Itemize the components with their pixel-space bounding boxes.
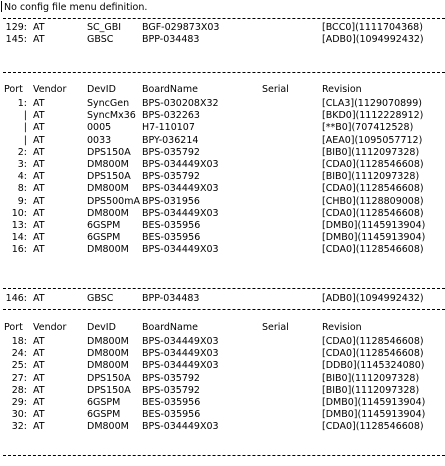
cell-vendor: AT bbox=[33, 134, 45, 146]
cell-port: 9: bbox=[17, 195, 27, 207]
cell-port: 24: bbox=[11, 348, 27, 360]
cell-boardname: BPS-034449X03 bbox=[142, 336, 219, 347]
cell-boardname: BES-035956 bbox=[142, 409, 201, 421]
cell-revision: [CLA3](1129070899) bbox=[322, 98, 422, 109]
column-header-port: Port bbox=[4, 322, 23, 333]
cell-revision: [CDA0](1128546608) bbox=[322, 421, 424, 433]
cell-revision: [**B0](707412528) bbox=[322, 122, 414, 134]
cell-port: 16: bbox=[11, 244, 27, 256]
column-header-vendor: Vendor bbox=[33, 322, 67, 333]
column-header-port: Port bbox=[4, 84, 23, 95]
cell-port: 25: bbox=[11, 360, 27, 372]
cell-revision: [CDA0](1128546608) bbox=[322, 336, 424, 347]
cell-devid: 6GSPM bbox=[87, 409, 121, 421]
table-row bbox=[0, 33, 445, 46]
cell-devid: DM800M bbox=[87, 360, 129, 372]
table-row bbox=[0, 243, 445, 256]
cell-boardname: BPS-034449X03 bbox=[142, 348, 219, 360]
cell-devid: SyncMx36 bbox=[87, 110, 136, 122]
cell-port: 10: bbox=[11, 207, 27, 219]
cell-boardname: BPS-034449X03 bbox=[142, 183, 219, 195]
cell-revision: [CDA0](1128546608) bbox=[322, 159, 424, 170]
cell-devid: 6GSPM bbox=[87, 397, 121, 408]
cell-port: 32: bbox=[11, 421, 27, 433]
column-header-boardname: BoardName bbox=[142, 84, 198, 95]
cell-port: 145: bbox=[5, 34, 27, 46]
table-header bbox=[0, 83, 445, 96]
cell-port: 8: bbox=[17, 183, 27, 195]
cell-devid: 6GSPM bbox=[87, 232, 121, 244]
table-row bbox=[0, 121, 445, 134]
table-row bbox=[0, 396, 445, 409]
cell-vendor: AT bbox=[33, 244, 45, 256]
cell-vendor: AT bbox=[33, 421, 45, 433]
table-row bbox=[0, 408, 445, 421]
cell-revision: [BIB0](1112097328) bbox=[322, 372, 420, 384]
cell-boardname: BPS-034449X03 bbox=[142, 207, 219, 219]
cell-port: 3: bbox=[17, 159, 27, 170]
column-header-revision: Revision bbox=[322, 84, 362, 95]
cell-vendor: AT bbox=[33, 207, 45, 219]
cell-port: 13: bbox=[11, 220, 27, 231]
cell-vendor: AT bbox=[33, 171, 45, 183]
cell-devid: DM800M bbox=[87, 336, 129, 347]
cell-revision: [BIB0](1112097328) bbox=[322, 384, 420, 396]
table-row bbox=[0, 146, 445, 159]
cell-revision: [CDA0](1128546608) bbox=[322, 244, 424, 256]
cell-boardname: BPP-034483 bbox=[142, 34, 200, 46]
cell-port: 28: bbox=[11, 384, 27, 396]
separator-line bbox=[3, 72, 445, 73]
cell-port: | bbox=[23, 110, 27, 122]
table-row bbox=[0, 21, 445, 34]
cell-boardname: BES-035956 bbox=[142, 220, 201, 231]
cell-devid: DM800M bbox=[87, 207, 129, 219]
cell-boardname: BPS-035792 bbox=[142, 146, 200, 158]
table-row bbox=[0, 182, 445, 195]
cell-devid: GBSC bbox=[87, 293, 114, 304]
cell-revision: [DMB0](1145913904) bbox=[322, 397, 426, 408]
table-row bbox=[0, 372, 445, 385]
cell-boardname: BES-035956 bbox=[142, 232, 201, 244]
cell-devid: 0005 bbox=[87, 122, 112, 134]
cell-revision: [BIB0](1112097328) bbox=[322, 171, 420, 183]
cell-vendor: AT bbox=[33, 336, 45, 347]
cell-revision: [AEA0](1095057712) bbox=[322, 134, 423, 146]
cell-boardname: BPS-034449X03 bbox=[142, 159, 219, 170]
table-row bbox=[0, 219, 445, 232]
cell-boardname: BPY-036214 bbox=[142, 134, 199, 146]
cell-revision: [CDA0](1128546608) bbox=[322, 183, 424, 195]
cell-vendor: AT bbox=[33, 348, 45, 360]
column-header-vendor: Vendor bbox=[33, 84, 67, 95]
cell-devid: DPS150A bbox=[87, 171, 131, 183]
cell-vendor: AT bbox=[33, 110, 45, 122]
cell-boardname: BPP-034483 bbox=[142, 293, 200, 304]
cell-boardname: BGF-029873X03 bbox=[142, 22, 220, 33]
cell-port: 30: bbox=[11, 409, 27, 421]
cell-boardname: BPS-035792 bbox=[142, 372, 200, 384]
cell-port: 2: bbox=[17, 146, 27, 158]
table-row bbox=[0, 97, 445, 110]
cell-devid: DPS150A bbox=[87, 372, 131, 384]
cell-revision: [DMB0](1145913904) bbox=[322, 220, 426, 231]
cell-port: 1: bbox=[17, 98, 27, 109]
column-header-serial: Serial bbox=[262, 84, 289, 95]
cell-vendor: AT bbox=[33, 22, 45, 33]
cell-devid: DPS150A bbox=[87, 384, 131, 396]
cell-revision: [BCC0](1111704368) bbox=[322, 22, 423, 33]
column-header-devid: DevID bbox=[87, 84, 116, 95]
cell-revision: [ADB0](1094992432) bbox=[322, 34, 424, 46]
cell-port: 27: bbox=[11, 372, 27, 384]
cell-devid: 0033 bbox=[87, 134, 112, 146]
cell-vendor: AT bbox=[33, 293, 45, 304]
column-header-devid: DevID bbox=[87, 322, 116, 333]
table-row bbox=[0, 335, 445, 348]
column-header-serial: Serial bbox=[262, 322, 289, 333]
table-row bbox=[0, 134, 445, 147]
cell-devid: DM800M bbox=[87, 348, 129, 360]
cell-revision: [DMB0](1145913904) bbox=[322, 409, 426, 421]
cell-vendor: AT bbox=[33, 122, 45, 134]
table-row bbox=[0, 384, 445, 397]
cell-vendor: AT bbox=[33, 98, 45, 109]
cell-vendor: AT bbox=[33, 159, 45, 170]
cell-devid: DM800M bbox=[87, 421, 129, 433]
cell-revision: [CDA0](1128546608) bbox=[322, 207, 424, 219]
cell-port: 146: bbox=[5, 293, 27, 304]
cell-boardname: BPS-032263 bbox=[142, 110, 200, 122]
cell-devid: 6GSPM bbox=[87, 220, 121, 231]
table-row bbox=[0, 420, 445, 433]
cell-port: 29: bbox=[11, 397, 27, 408]
separator-line bbox=[3, 288, 445, 289]
column-header-boardname: BoardName bbox=[142, 322, 198, 333]
table-row bbox=[0, 207, 445, 220]
cell-revision: [DDB0](1145324080) bbox=[322, 360, 425, 372]
cell-boardname: BPS-035792 bbox=[142, 384, 200, 396]
cell-vendor: AT bbox=[33, 409, 45, 421]
cell-devid: DM800M bbox=[87, 244, 129, 256]
cell-devid: DPS500mA bbox=[87, 195, 140, 207]
column-header-revision: Revision bbox=[322, 322, 362, 333]
table-row bbox=[0, 231, 445, 244]
cell-vendor: AT bbox=[33, 195, 45, 207]
cell-boardname: BPS-035792 bbox=[142, 171, 200, 183]
cell-vendor: AT bbox=[33, 220, 45, 231]
cell-vendor: AT bbox=[33, 397, 45, 408]
cell-vendor: AT bbox=[33, 232, 45, 244]
cell-port: | bbox=[23, 122, 27, 134]
cell-port: 14: bbox=[11, 232, 27, 244]
cell-port: 4: bbox=[17, 171, 27, 183]
cell-devid: SC_GBI bbox=[87, 22, 122, 33]
cell-boardname: BPS-034449X03 bbox=[142, 421, 219, 433]
cell-devid: DM800M bbox=[87, 159, 129, 170]
cell-port: 129: bbox=[5, 22, 27, 33]
text-cursor bbox=[1, 1, 2, 12]
table-header bbox=[0, 321, 445, 334]
cell-revision: [BIB0](1112097328) bbox=[322, 146, 420, 158]
status-message: No config file menu definition. bbox=[4, 2, 148, 13]
cell-devid: GBSC bbox=[87, 34, 114, 46]
cell-boardname: H7-110107 bbox=[142, 122, 195, 134]
cell-revision: [CHB0](1128809008) bbox=[322, 195, 424, 207]
cell-vendor: AT bbox=[33, 384, 45, 396]
cell-devid: DM800M bbox=[87, 183, 129, 195]
cell-port: 18: bbox=[11, 336, 27, 347]
table-row bbox=[0, 170, 445, 183]
cell-boardname: BPS-030208X32 bbox=[142, 98, 219, 109]
cell-boardname: BPS-034449X03 bbox=[142, 244, 219, 256]
cell-boardname: BPS-034449X03 bbox=[142, 360, 219, 372]
cell-vendor: AT bbox=[33, 34, 45, 46]
cell-devid: DPS150A bbox=[87, 146, 131, 158]
separator-line bbox=[3, 455, 445, 456]
table-row bbox=[0, 109, 445, 122]
table-row bbox=[0, 158, 445, 171]
cell-revision: [ADB0](1094992432) bbox=[322, 293, 424, 304]
table-row bbox=[0, 347, 445, 360]
cell-vendor: AT bbox=[33, 360, 45, 372]
cell-vendor: AT bbox=[33, 372, 45, 384]
cell-devid: SyncGen bbox=[87, 98, 130, 109]
cell-vendor: AT bbox=[33, 146, 45, 158]
cell-boardname: BES-035956 bbox=[142, 397, 201, 408]
cell-revision: [BKD0](1112228912) bbox=[322, 110, 424, 122]
table-row bbox=[0, 359, 445, 372]
cell-revision: [DMB0](1145913904) bbox=[322, 232, 426, 244]
separator-line bbox=[3, 18, 445, 19]
cell-boardname: BPS-031956 bbox=[142, 195, 200, 207]
cell-vendor: AT bbox=[33, 183, 45, 195]
cell-revision: [CDA0](1128546608) bbox=[322, 348, 424, 360]
table-row bbox=[0, 195, 445, 208]
separator-line bbox=[3, 309, 445, 310]
table-row bbox=[0, 292, 445, 305]
cell-port: | bbox=[23, 134, 27, 146]
